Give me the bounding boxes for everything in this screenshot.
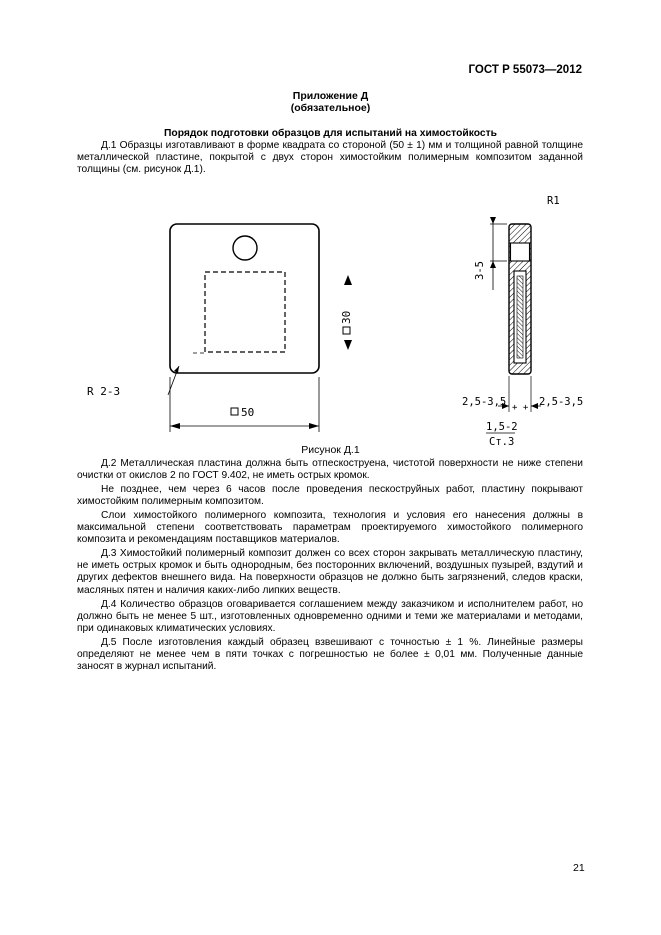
plate-thickness-label: 1,5-2 [486, 421, 518, 433]
page-number: 21 [573, 862, 585, 874]
inner-test-zone [205, 272, 285, 352]
section-title: Порядок подготовки образцов для испытаний на химостойкость [164, 128, 497, 139]
paragraph-d2-layers: Слои химостойкого полимерного композита, технология и условия его нанесения должны в максимальной степени соответствовать параметрам проектируемого химостойкого полимерного композита и рекомендациям поставщиков материалов. [77, 510, 583, 546]
material-label: Ст.3 [489, 436, 515, 448]
section-hole [511, 243, 530, 261]
paragraph-d1: Д.1 Образцы изготавливают в форме квадрата со стороной (50 ± 1) мм и толщиной равной толщине металлической пластине, покрытой с двух сторон химостойким полимерным композитом заданной толщины (см. рисунок Д.1). [77, 140, 583, 176]
figure-d1 [0, 190, 661, 450]
radius-label: R 2-3 [87, 385, 121, 398]
hole-offset-label: 3-5 [474, 261, 486, 280]
mounting-hole [233, 236, 257, 260]
paragraph-d5: Д.5 После изготовления каждый образец взвешивают с точностью ± 1 %. Линейные размеры определяют не менее чем в пяти точках с погрешностью не более ± 0,01 мм. Полученные данные заносят в журнал испытаний. [77, 637, 583, 673]
appendix-status: (обязательное) [290, 102, 371, 114]
roughness-label: R1 [547, 195, 560, 207]
paragraph-d2: Д.2 Металлическая пластина должна быть отпескоструена, чистотой поверхности не ниже степени очистки от окислов 2 по ГОСТ 9.402, не иметь острых кромок. [77, 458, 583, 482]
paragraph-d2-sandblast: Не позднее, чем через 6 часов после проведения пескоструйных работ, пластину покрывают химостойким полимерным композитом. [77, 484, 583, 508]
standard-header: ГОСТ Р 55073—2012 [468, 64, 582, 76]
paragraph-d3: Д.3 Химостойкий полимерный композит должен со всех сторон закрывать металлическую пластину, не иметь острых кромок и быть однородным, без посторонних включений, воздушных пузырей, вздутий и других дефектов внешнего вида. На поверхности образцов не должно быть загрязнений, следов краски, масляных пятен и наличия каких-либо липких веществ. [77, 548, 583, 596]
paragraph-d4: Д.4 Количество образцов оговаривается соглашением между заказчиком и исполнителем работ, но должно быть не менее 5 шт., изготовленных одновременно одними и теми же материалами и методами, при одинаковых климатических условиях. [77, 599, 583, 635]
inner-dim-label: 30 [340, 310, 353, 324]
figure-caption: Рисунок Д.1 [301, 444, 360, 456]
layer-dim-left: 2,5-3,5 [462, 396, 507, 408]
layer-dim-right: 2,5-3,5 [539, 396, 584, 408]
width-dim-label: 50 [241, 406, 255, 419]
svg-text:+ +: + + [512, 403, 529, 413]
appendix-title: Приложение Д [292, 90, 369, 102]
plate-outline [170, 224, 319, 373]
